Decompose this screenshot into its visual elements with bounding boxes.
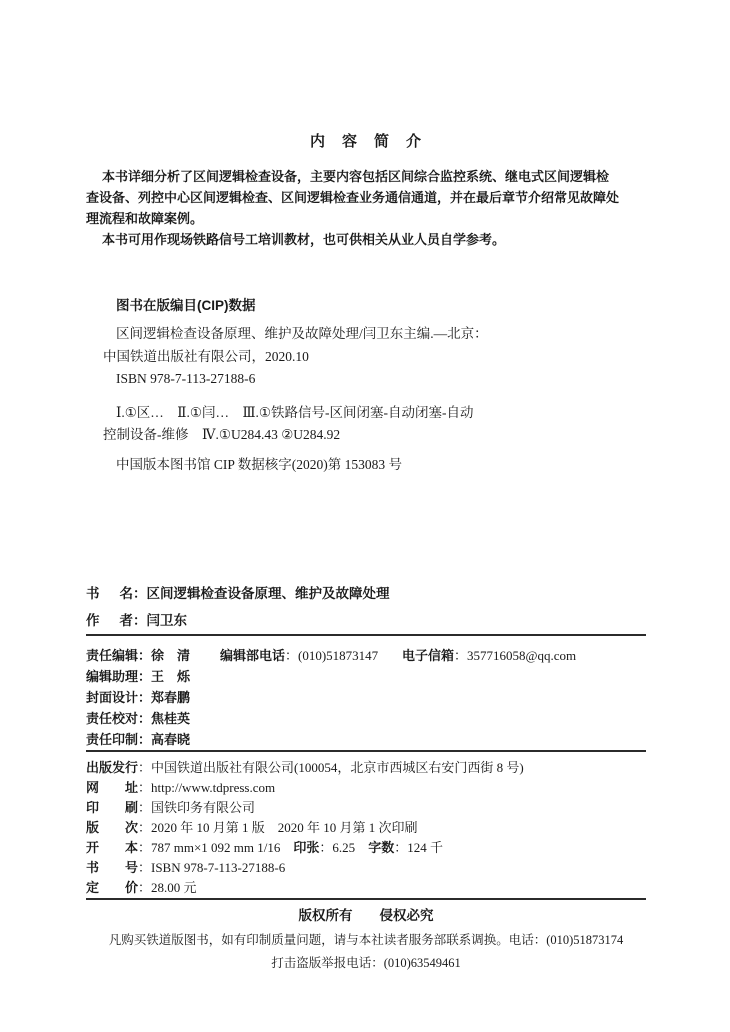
credits-label: 封面设计 — [86, 690, 139, 705]
cip-line: 中国版本图书馆 CIP 数据核字(2020)第 153083 号 — [116, 456, 402, 472]
cip-heading: 图书在版编目(CIP)数据 — [116, 298, 256, 313]
pub-row-printer — [86, 798, 646, 818]
intro-title: 内 容 简 介 — [309, 133, 422, 150]
pub-label: 版次 — [86, 820, 138, 835]
credits-name: 高春晓 — [151, 732, 191, 747]
divider-rule — [86, 634, 646, 636]
pub-row-edition — [86, 818, 646, 838]
intro-paragraphs — [86, 166, 646, 250]
word-count-item — [368, 840, 443, 855]
colon: ： — [138, 669, 152, 684]
pub-label: 书号 — [86, 860, 138, 875]
credits-label: 编辑助理 — [86, 669, 139, 684]
sheets-label: 印张 — [293, 840, 320, 855]
pub-label: 出版发行 — [86, 760, 139, 775]
credits-name: 焦桂英 — [151, 711, 191, 726]
sheets-item — [293, 840, 355, 855]
pub-label: 定价 — [86, 880, 138, 895]
credits-name: 王 烁 — [151, 669, 191, 684]
credits-row — [86, 729, 646, 750]
editorial-email-label: 电子信箱 — [402, 648, 455, 663]
credits-name: 郑春鹏 — [151, 690, 191, 705]
copyright-footer — [86, 907, 646, 973]
cip-line: 中国铁道出版社有限公司，2020.10 — [103, 348, 309, 364]
word-count-value: ：124 千 — [394, 840, 443, 855]
book-author-value: ：闫卫东 — [133, 613, 187, 628]
book-title-label: 书名 — [86, 586, 133, 601]
cip-line: 区间逻辑检查设备原理、维护及故障处理/闫卫东主编.—北京： — [116, 326, 488, 341]
word-count-label: 字数 — [368, 840, 395, 855]
cip-body — [86, 323, 646, 476]
publication-section — [86, 758, 646, 898]
colon: ： — [138, 732, 152, 747]
credits-row — [86, 708, 646, 729]
pub-row-format — [86, 838, 646, 858]
book-info-section — [86, 580, 646, 634]
sheets-value: ：6.25 — [319, 840, 356, 855]
pub-value: ：2020 年 10 月第 1 版 2020 年 10 月第 1 次印刷 — [138, 820, 418, 835]
copyright-notice: 版权所有 侵权必究 — [298, 908, 434, 923]
quality-exchange-line: 凡购买铁道版图书，如有印制质量问题，请与本社读者服务部联系调换。电话：(010)51873174 — [108, 933, 624, 947]
intro-line: 理流程和故障案例。 — [86, 211, 204, 226]
credits-row — [86, 666, 646, 687]
editorial-email-value: ：357716058@qq.com — [454, 648, 577, 663]
pub-value: ：787 mm×1 092 mm 1/16 — [138, 840, 281, 855]
pub-value: ：http://www.tdpress.com — [138, 780, 276, 795]
book-author-row — [86, 607, 646, 634]
book-title-row — [86, 580, 646, 607]
pub-value: ：ISBN 978-7-113-27188-6 — [138, 860, 286, 875]
credits-row — [86, 645, 646, 666]
pub-row-website — [86, 778, 646, 798]
pub-label: 开本 — [86, 840, 138, 855]
credits-label: 责任印制 — [86, 732, 139, 747]
pub-value: ：中国铁道出版社有限公司(100054，北京市西城区右安门西街 8 号) — [138, 760, 524, 775]
pub-value: ：28.00 元 — [138, 880, 197, 895]
content-intro-section — [86, 134, 646, 250]
editorial-phone-value: ：(010)51873147 — [285, 648, 379, 663]
pub-row-publisher — [86, 758, 646, 778]
credits-section — [86, 645, 646, 750]
colon: ： — [138, 690, 152, 705]
pub-label: 网址 — [86, 780, 138, 795]
colon: ： — [138, 648, 152, 663]
intro-line: 本书可用作现场铁路信号工培训教材，也可供相关从业人员自学参考。 — [102, 232, 506, 247]
editorial-phone — [220, 645, 378, 666]
intro-line: 查设备、列控中心区间逻辑检查、区间逻辑检查业务通信通道，并在最后章节介绍常见故障处 — [86, 190, 620, 205]
cip-line: ISBN 978-7-113-27188-6 — [116, 371, 256, 386]
credits-label: 责任校对 — [86, 711, 139, 726]
pub-row-isbn — [86, 858, 646, 878]
credits-row — [86, 687, 646, 708]
intro-line: 本书详细分析了区间逻辑检查设备，主要内容包括区间综合监控系统、继电式区间逻辑检 — [102, 169, 610, 184]
cip-section — [86, 295, 646, 476]
credits-name: 徐 清 — [151, 648, 191, 663]
piracy-hotline-line: 打击盗版举报电话：(010)63549461 — [271, 956, 461, 970]
book-author-label: 作者 — [86, 613, 133, 628]
editorial-email — [402, 645, 576, 666]
credits-label: 责任编辑 — [86, 648, 139, 663]
pub-value: ：国铁印务有限公司 — [138, 800, 256, 815]
pub-label: 印刷 — [86, 800, 138, 815]
divider-rule — [86, 898, 646, 900]
editorial-phone-label: 编辑部电话 — [220, 648, 286, 663]
cip-line: 控制设备-维修 Ⅳ.①U284.43 ②U284.92 — [103, 427, 341, 442]
divider-rule — [86, 750, 646, 752]
colon: ： — [138, 711, 152, 726]
book-title-value: ：区间逻辑检查设备原理、维护及故障处理 — [133, 586, 390, 601]
cip-line: Ⅰ.①区… Ⅱ.①闫… Ⅲ.①铁路信号-区间闭塞-自动闭塞-自动 — [116, 404, 474, 420]
pub-row-price — [86, 878, 646, 898]
